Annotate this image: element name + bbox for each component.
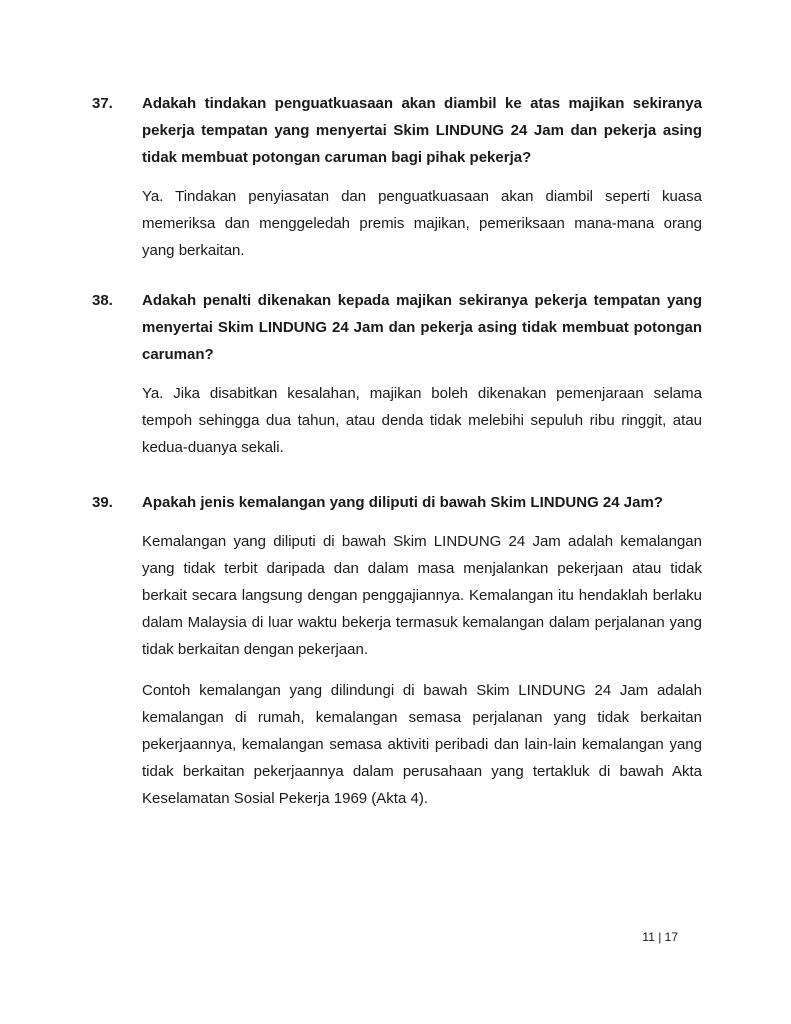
faq-item-37: [92, 90, 702, 264]
question-number: 39.: [92, 494, 113, 511]
answer-text: Kemalangan yang diliputi di bawah Skim LINDUNG 24 Jam adalah kemalangan yang tidak terbit daripada dan dalam masa menjalankan pekerjaan atau tidak berkait secara langsung dengan penggajiannya. Kemalangan itu hendaklah berlaku dalam Malaysia di luar waktu bekerja termasuk kemalangan dalam perjalanan yang tidak berkaitan dengan pekerjaan.: [142, 533, 702, 658]
question-number: 38.: [92, 292, 113, 309]
answer-text: Contoh kemalangan yang dilindungi di bawah Skim LINDUNG 24 Jam adalah kemalangan di rumah, kemalangan semasa perjalanan yang tidak berkaitan pekerjaannya, kemalangan semasa aktiviti peribadi dan lain-lain kemalangan yang tidak berkaitan pekerjaannya dalam perusahaan yang tertakluk di bawah Akta Keselamatan Sosial Pekerja 1969 (Akta 4).: [142, 682, 702, 807]
answer-text: Ya. Tindakan penyiasatan dan penguatkuasaan akan diambil seperti kuasa memeriksa dan menggeledah premis majikan, pemeriksaan mana-mana orang yang berkaitan.: [142, 188, 702, 259]
faq-item-39: [92, 489, 702, 812]
page-number: 11 | 17: [642, 930, 678, 944]
question-number: 37.: [92, 95, 113, 112]
faq-item-38: [92, 287, 702, 461]
answer-text: Ya. Jika disabitkan kesalahan, majikan boleh dikenakan pemenjaraan selama tempoh sehingga dua tahun, atau denda tidak melebihi sepuluh ribu ringgit, atau kedua-duanya sekali.: [142, 385, 702, 456]
question-text: Adakah tindakan penguatkuasaan akan diambil ke atas majikan sekiranya pekerja tempatan yang menyertai Skim LINDUNG 24 Jam dan pekerja asing tidak membuat potongan caruman bagi pihak pekerja?: [142, 95, 702, 166]
question-text: Apakah jenis kemalangan yang diliputi di bawah Skim LINDUNG 24 Jam?: [142, 494, 663, 511]
question-text: Adakah penalti dikenakan kepada majikan sekiranya pekerja tempatan yang menyertai Skim LINDUNG 24 Jam dan pekerja asing tidak membuat potongan caruman?: [142, 292, 702, 363]
